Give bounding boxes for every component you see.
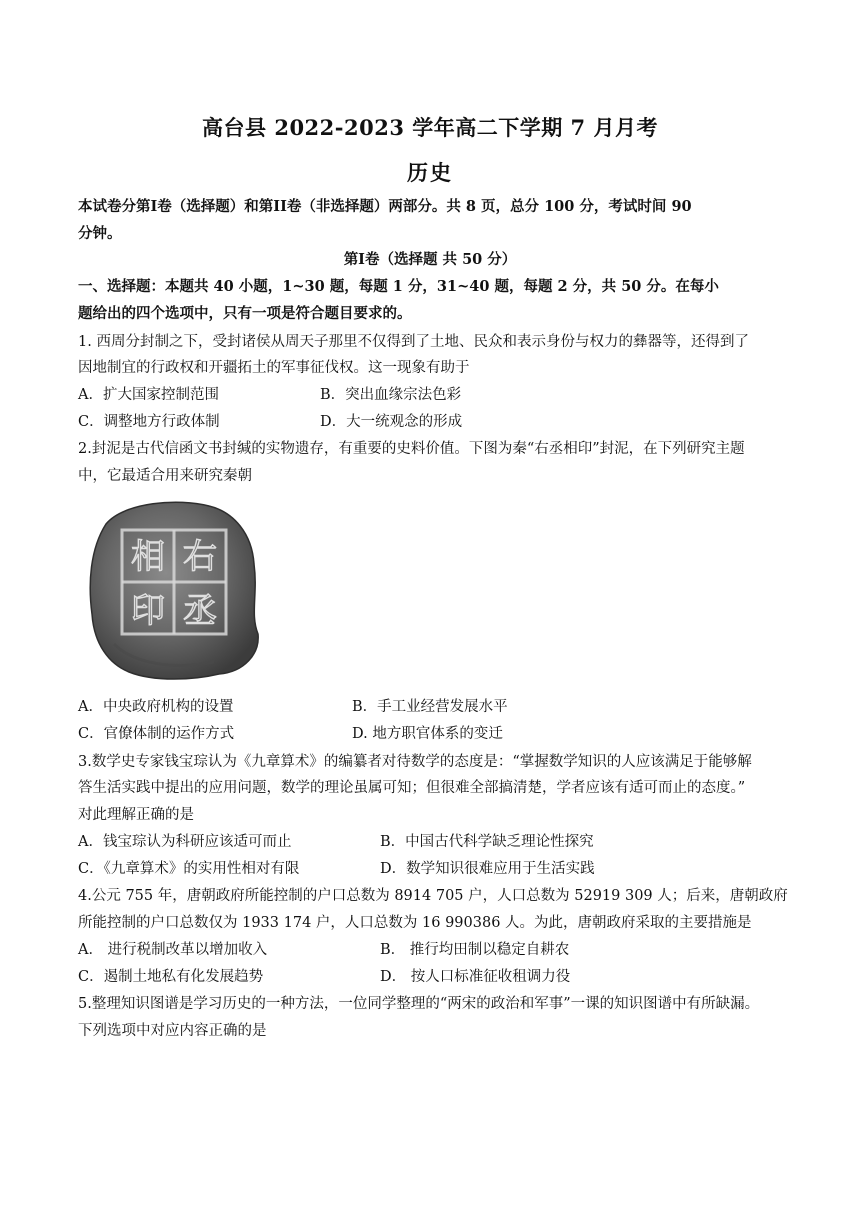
question-2-option-b: B．手工业经营发展水平 [352,699,508,715]
question-3-stem-1: 3.数学史专家钱宝琮认为《九章算术》的编纂者对待数学的态度是：“掌握数学知识的人应该满足于能够解 [78,754,752,770]
question-4-option-b: B． 推行均田制以稳定自耕农 [380,942,570,958]
question-4-option-a: A． 进行税制改革以增加收入 [78,942,268,958]
question-5-stem-2: 下列选项中对应内容正确的是 [78,1023,267,1039]
question-4-stem-1: 4.公元 755 年，唐朝政府所能控制的户口总数为 8914 705 户，人口总数为 52919 309 人；后来，唐朝政府 [78,888,788,904]
section-instruction-2: 题给出的四个选项中，只有一项是符合题目要求的。 [78,305,412,322]
section-instruction-1: 一、选择题：本题共 40 小题，1~30 题，每题 1 分，31~40 题，每题 2 分，共 50 分。在每小 [78,278,719,295]
seal-glyph-you: 右 [183,537,217,577]
question-2-stem-2: 中，它最适合用来研究秦朝 [78,468,252,484]
question-3-option-b: B．中国古代科学缺乏理论性探究 [380,834,594,850]
question-1-option-b: B．突出血缘宗法色彩 [320,387,462,403]
question-2-option-c: C．官僚体制的运作方式 [78,726,235,742]
question-3-option-d: D．数学知识很难应用于生活实践 [380,861,595,877]
subject-title: 历史 [407,160,453,185]
seal-glyph-yin: 印 [131,591,165,631]
clay-seal-image [84,494,264,684]
question-3-stem-2: 答生活实践中提出的应用问题，数学的理论虽属可知；但很难全部搞清楚，学者应该有适可而止的态度。” [78,780,746,796]
intro-line-2: 分钟。 [78,225,122,242]
seal-photo [84,494,264,684]
question-2-option-d: D. 地方职官体系的变迁 [352,726,503,742]
question-5-stem-1: 5.整理知识图谱是学习历史的一种方法，一位同学整理的“两宋的政治和军事”一课的知识图谱中有所缺漏。 [78,996,760,1012]
question-1-stem-1: 1. 西周分封制之下，受封诸侯从周天子那里不仅得到了土地、民众和表示身份与权力的彝器等，还得到了 [78,334,749,350]
question-4-stem-2: 所能控制的户口总数仅为 1933 174 户，人口总数为 16 990386 人。为此，唐朝政府采取的主要措施是 [78,915,752,931]
question-3-option-c: C．《九章算术》的实用性相对有限 [78,861,300,877]
question-1-option-a: A．扩大国家控制范围 [78,387,219,403]
seal-glyph-cheng: 丞 [183,591,217,631]
question-1-option-c: C．调整地方行政体制 [78,414,220,430]
question-3-stem-3: 对此理解正确的是 [78,807,194,823]
question-2-option-a: A．中央政府机构的设置 [78,699,234,715]
question-1-stem-2: 因地制宜的行政权和开疆拓土的军事征伐权。这一现象有助于 [78,360,470,376]
exam-title: 高台县 2022-2023 学年高二下学期 7 月月考 [202,115,658,140]
question-4-option-d: D． 按人口标准征收租调力役 [380,969,571,985]
question-1-option-d: D．大一统观念的形成 [320,414,463,430]
question-2-stem-1: 2.封泥是古代信函文书封缄的实物遗存，有重要的史料价值。下图为秦“右丞相印”封泥，在下列研究主题 [78,441,745,457]
intro-line-1: 本试卷分第I卷（选择题）和第II卷（非选择题）两部分。共 8 页，总分 100 分，考试时间 90 [78,198,692,215]
seal-glyph-xiang: 相 [131,537,165,577]
question-3-option-a: A．钱宝琮认为科研应该适可而止 [78,834,292,850]
question-4-option-c: C．遏制土地私有化发展趋势 [78,969,264,985]
section-heading: 第I卷（选择题 共 50 分） [343,251,517,268]
